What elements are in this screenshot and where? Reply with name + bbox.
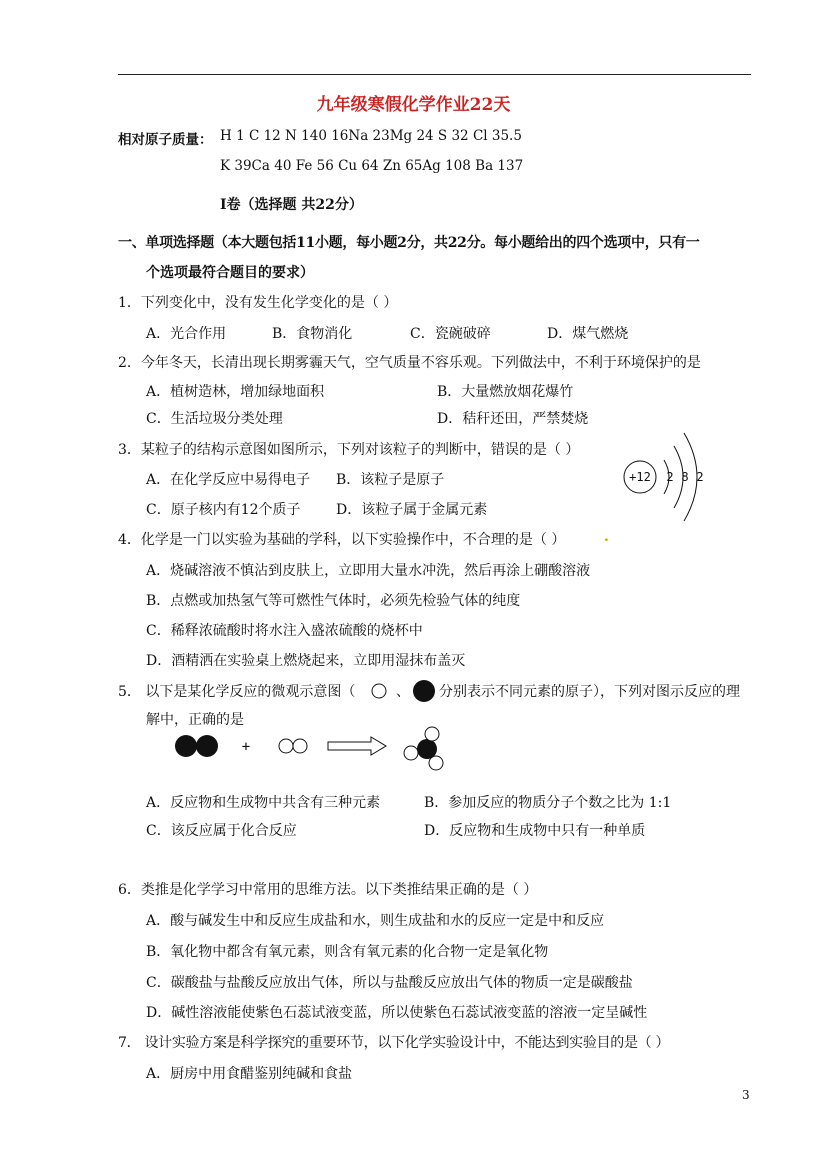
q1-option-d: D．煤气燃烧 bbox=[547, 326, 629, 342]
q1-option-c: C．瓷碗破碎 bbox=[410, 326, 491, 342]
q4-option-a: A．烧碱溶液不慎沾到皮肤上，立即用大量水冲洗，然后再涂上硼酸溶液 bbox=[146, 563, 591, 579]
atom-structure-diagram bbox=[612, 426, 712, 526]
atomic-mass-line-1: H 1 C 12 N 140 16Na 23Mg 24 S 32 Cl 35.5 bbox=[220, 128, 522, 144]
q3-option-b: B．该粒子是原子 bbox=[336, 472, 445, 488]
q5-option-a: A．反应物和生成物中共含有三种元素 bbox=[146, 795, 381, 811]
atomic-mass-label: 相对原子质量： bbox=[118, 132, 213, 148]
q3-option-c: C．原子核内有12个质子 bbox=[146, 502, 301, 518]
q5-stem-pre: 5． 以下是某化学反应的微观示意图（ bbox=[118, 684, 356, 700]
q4-stray-dot: . bbox=[604, 529, 609, 545]
q7-stem: 7． 设计实验方案是科学探究的重要环节，以下化学实验设计中，不能达到实验目的是（ ） bbox=[118, 1035, 670, 1051]
q2-stem: 2．今年冬天，长清出现长期雾霾天气，空气质量不容乐观。下列做法中，不利于环境保护的是 bbox=[118, 355, 701, 371]
q5-stem-separator: 、 bbox=[396, 684, 410, 700]
section-heading-line-2: 个选项最符合题目的要求） bbox=[146, 265, 314, 281]
q7-option-a: A．厨房中用食醋鉴别纯碱和食盐 bbox=[146, 1066, 353, 1082]
q3-stem: 3．某粒子的结构示意图如图所示，下列对该粒子的判断中，错误的是（ ） bbox=[118, 442, 580, 458]
q5-stem-post: 分别表示不同元素的原子），下列对图示反应的理 bbox=[439, 684, 740, 700]
q5-option-c: C．该反应属于化合反应 bbox=[146, 823, 297, 839]
volume-heading: I卷（选择题 共22分） bbox=[220, 197, 363, 213]
page-title: 九年级寒假化学作业22天 bbox=[316, 95, 511, 115]
q5-stem-line-2: 解中，正确的是 bbox=[146, 712, 244, 728]
q4-option-d: D．酒精洒在实验桌上燃烧起来，立即用湿抹布盖灭 bbox=[146, 653, 466, 669]
q5-option-b: B．参加反应的物质分子个数之比为 1:1 bbox=[424, 795, 672, 811]
q3-option-d: D．该粒子属于金属元素 bbox=[336, 502, 488, 518]
page-number: 3 bbox=[742, 1088, 750, 1102]
q6-option-d: D．碱性溶液能使紫色石蕊试液变蓝，所以使紫色石蕊试液变蓝的溶液一定呈碱性 bbox=[146, 1005, 648, 1021]
q6-option-a: A．酸与碱发生中和反应生成盐和水，则生成盐和水的反应一定是中和反应 bbox=[146, 913, 605, 929]
section-heading-line-1: 一、单项选择题（本大题包括11小题，每小题2分，共22分。每小题给出的四个选项中，只有一 bbox=[118, 235, 700, 251]
q6-stem: 6．类推是化学学习中常用的思维方法。以下类推结果正确的是（ ） bbox=[118, 882, 538, 898]
q2-option-d: D．秸秆还田，严禁焚烧 bbox=[437, 411, 589, 427]
shell-2-electrons: 8 bbox=[681, 470, 689, 484]
q2-option-b: B．大量燃放烟花爆竹 bbox=[437, 384, 574, 400]
header-rule bbox=[118, 74, 751, 75]
plus-sign: + bbox=[241, 739, 251, 755]
q1-option-a: A．光合作用 bbox=[146, 326, 227, 342]
q1-option-b: B．食物消化 bbox=[272, 326, 353, 342]
q4-stem: 4．化学是一门以实验为基础的学科，以下实验操作中，不合理的是（ ） bbox=[118, 532, 566, 548]
black-atom-icon bbox=[412, 679, 436, 703]
product-white-atom bbox=[404, 746, 418, 760]
q5-option-d: D．反应物和生成物中只有一种单质 bbox=[424, 823, 646, 839]
q2-option-c: C．生活垃圾分类处理 bbox=[146, 411, 283, 427]
q1-stem: 1．下列变化中，没有发生化学变化的是（ ） bbox=[118, 295, 398, 311]
reaction-arrow-icon bbox=[328, 737, 386, 755]
reaction-diagram bbox=[170, 725, 460, 775]
white-atom-icon bbox=[370, 682, 388, 700]
q4-option-c: C．稀释浓硫酸时将水注入盛浓硫酸的烧杯中 bbox=[146, 623, 423, 639]
product-white-atom bbox=[429, 756, 443, 770]
product-white-atom bbox=[425, 727, 439, 741]
reactant-black-atom bbox=[196, 735, 218, 757]
reactant-black-atom bbox=[175, 735, 197, 757]
q6-option-c: C．碳酸盐与盐酸反应放出气体，所以与盐酸反应放出气体的物质一定是碳酸盐 bbox=[146, 975, 633, 991]
nucleus-charge: +12 bbox=[629, 470, 651, 484]
reactant-white-atom bbox=[293, 739, 307, 753]
reactant-white-atom bbox=[279, 739, 293, 753]
atomic-mass-line-2: K 39Ca 40 Fe 56 Cu 64 Zn 65Ag 108 Ba 137 bbox=[220, 158, 524, 174]
shell-3-electrons: 2 bbox=[696, 470, 704, 484]
q2-option-a: A．植树造林，增加绿地面积 bbox=[146, 384, 325, 400]
q3-option-a: A．在化学反应中易得电子 bbox=[146, 472, 311, 488]
q4-option-b: B．点燃或加热氢气等可燃性气体时，必须先检验气体的纯度 bbox=[146, 593, 521, 609]
shell-1-electrons: 2 bbox=[666, 470, 674, 484]
q6-option-b: B．氧化物中都含有氧元素，则含有氧元素的化合物一定是氧化物 bbox=[146, 944, 549, 960]
